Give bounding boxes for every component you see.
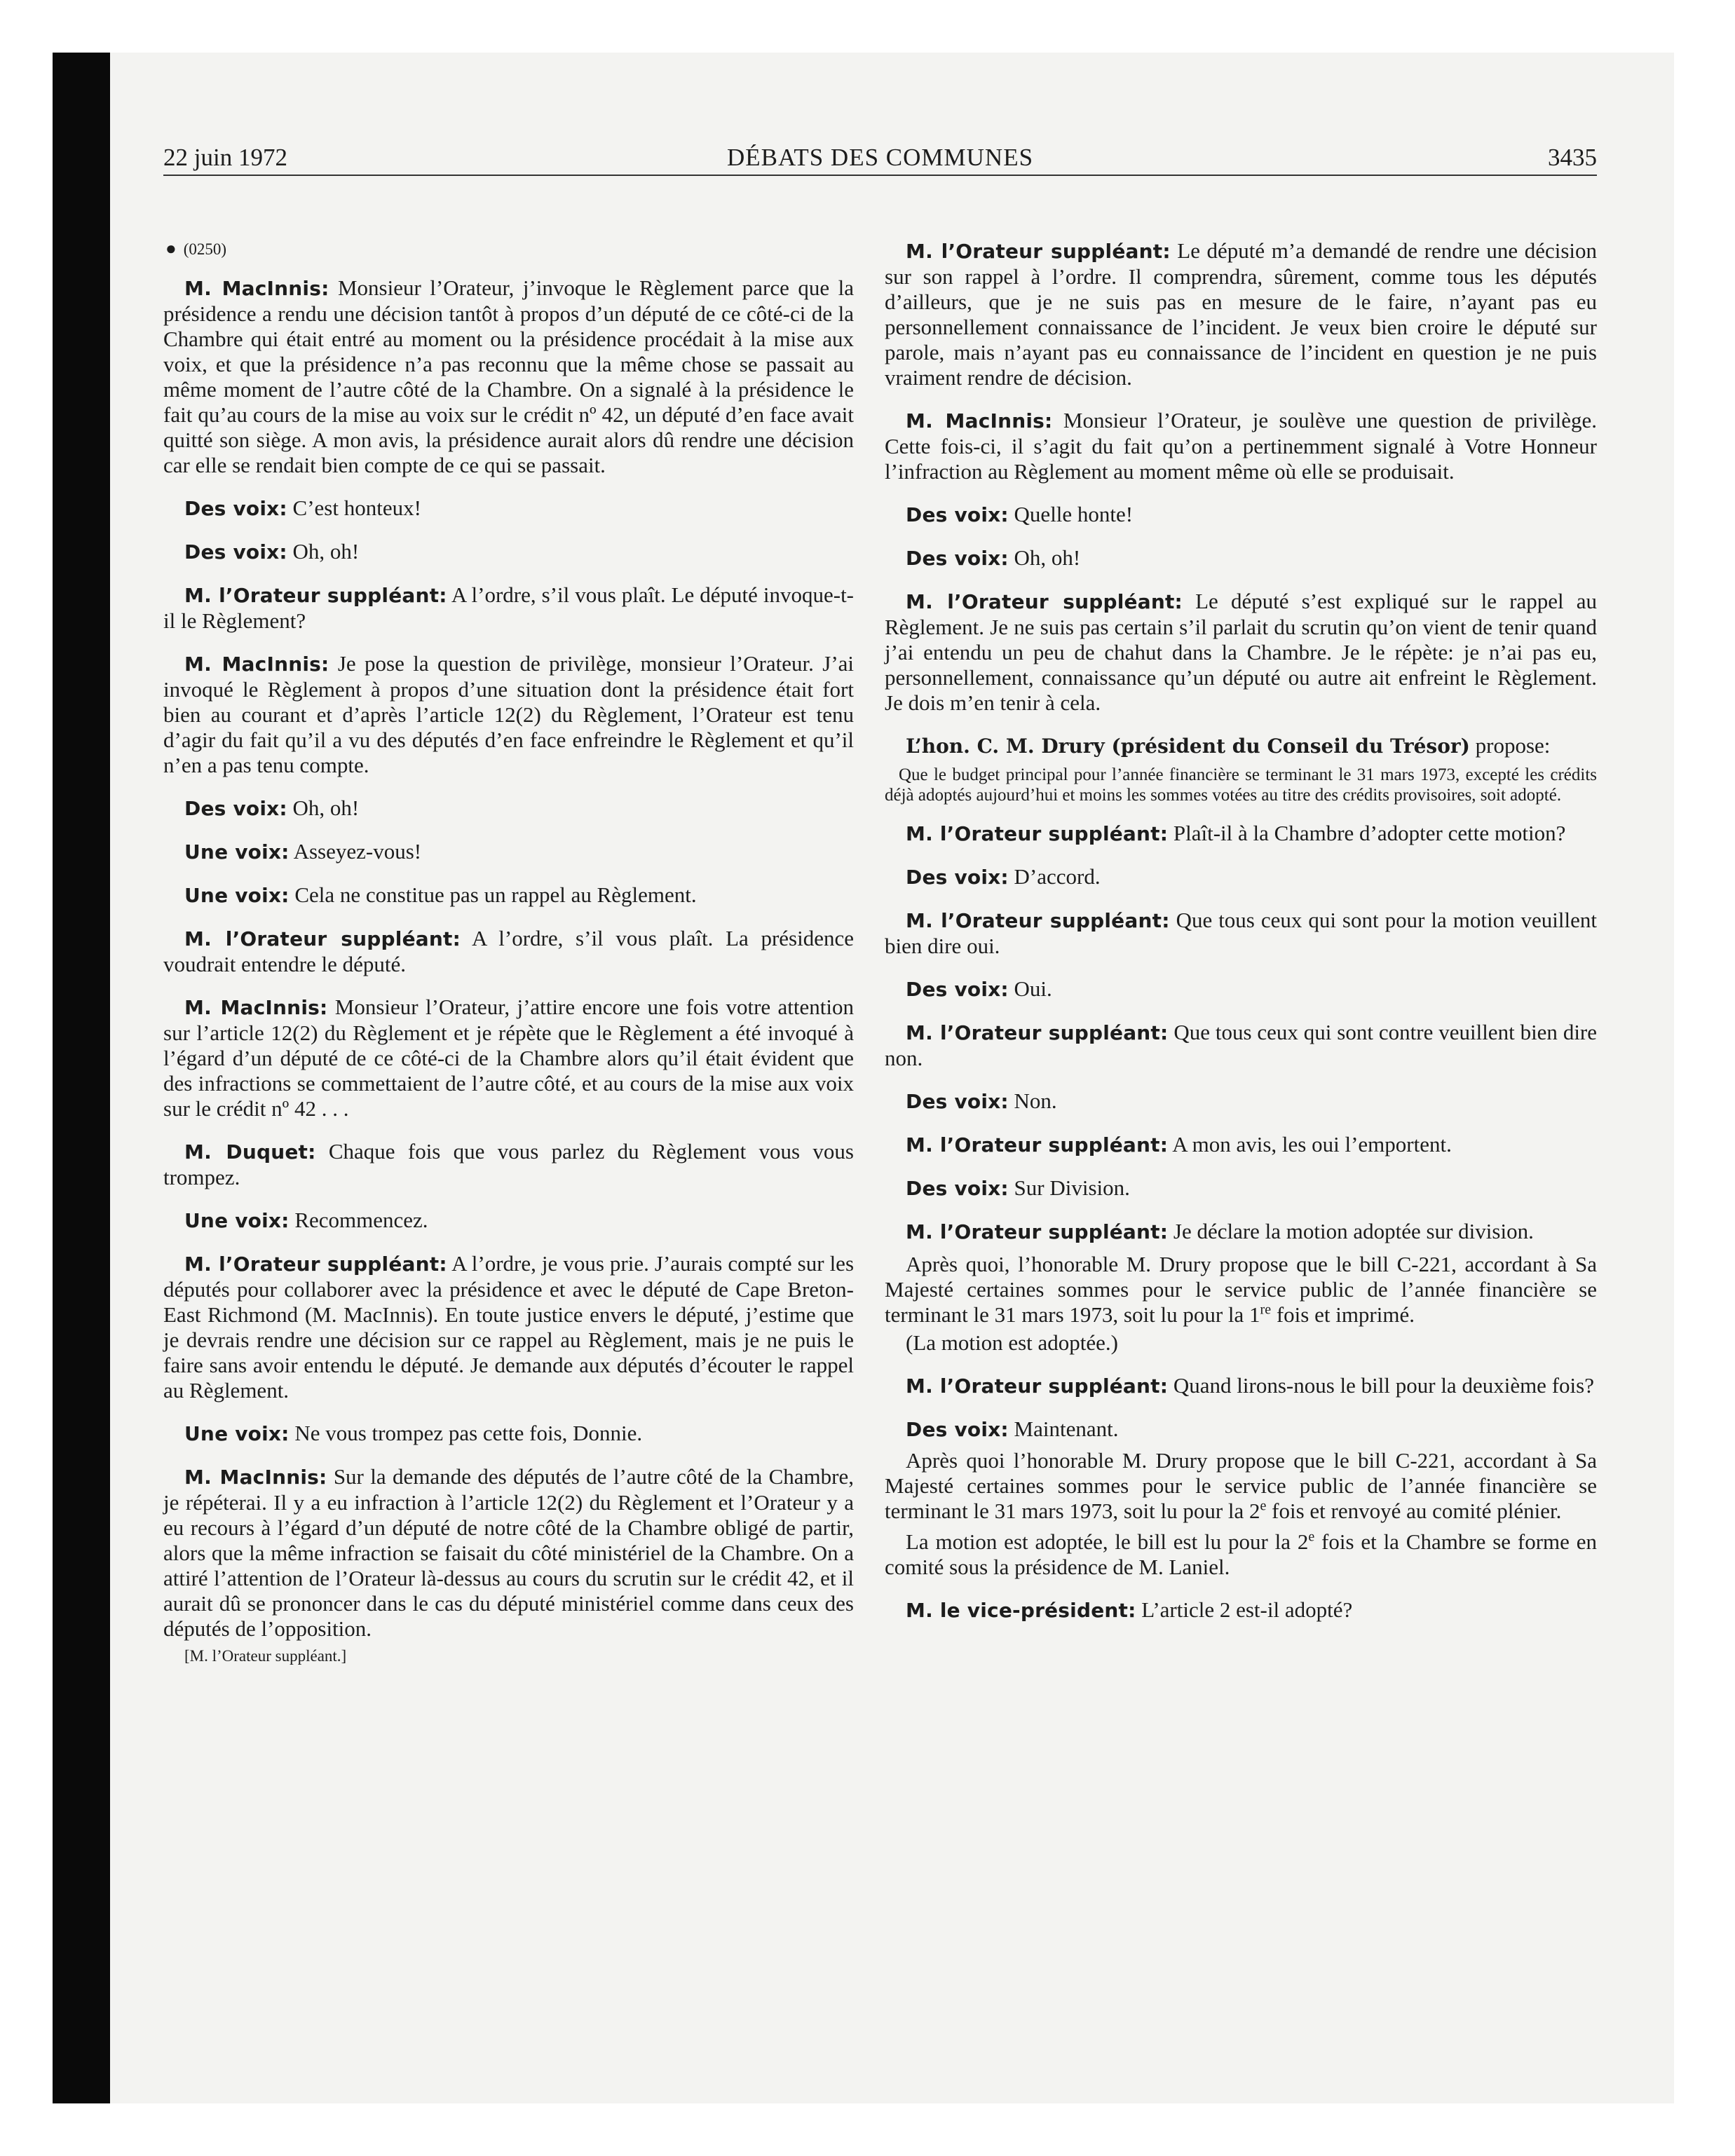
speech: Des voix: Maintenant.: [906, 1417, 1119, 1441]
speech: M. Duquet: Chaque fois que vous parlez du Règlement vous vous trompez.: [163, 1139, 855, 1189]
speech: Une voix: Cela ne constitue pas un rappel au Règlement.: [184, 882, 697, 907]
speech: M. MacInnis: Monsieur l’Orateur, je soulève une question de privilège. Cette fois-ci, il s’agit du fait qu’on a pertinemment signalé à Votre Honneur l’infraction au Règlement au moment même où elle se produisait.: [885, 408, 1598, 484]
speech: Une voix: Ne vous trompez pas cette fois, Donnie.: [184, 1421, 643, 1445]
motion-adopted: (La motion est adoptée.): [906, 1330, 1119, 1355]
speech: M. MacInnis: Monsieur l’Orateur, j’attire encore une fois votre attention sur l’article 12(2) du Règlement et je répète que le Règlement a été invoqué à l’égard d’un député de ce côté-ci de la Chambre alors qu’il était évident que des infractions se commettaient de l’autre côté, et au cours de la mise aux voix sur le crédit nº 42 . . .: [163, 995, 855, 1121]
speech: M. l’Orateur suppléant: Plaît-il à la Chambre d’adopter cette motion?: [906, 821, 1566, 845]
right-column: [885, 238, 1597, 1641]
speech: M. MacInnis: Monsieur l’Orateur, j’invoque le Règlement parce que la présidence a rendu une décision tantôt à propos d’un député de ce côté-ci de la Chambre qui était entré au moment ou la présidence procédait à la mise aux voix, et que la présidence n’a pas reconnu que la même chose se passait au même moment de l’autre côté de la Chambre. On a signalé à la présidence le fait qu’au cours de la mise au voix sur le crédit nº 42, un député d’en face avait quitté son siège. A mon avis, la présidence aurait alors dû rendre une décision car elle se rendait bien compte de ce qui se passait.: [163, 275, 854, 477]
second-reading-paragraph: Après quoi l’honorable M. Drury propose que le bill C-221, accordant à Sa Majesté certaines sommes pour le service public de l’année financière se terminant le 31 mars 1973, soit lu pour la 2e fois et renvoyé au comité plénier.: [885, 1448, 1597, 1523]
motion-intro: L’hon. C. M. Drury (président du Conseil du Trésor) propose:: [906, 733, 1551, 758]
bullet-icon: ●: [165, 238, 177, 259]
speech: M. l’Orateur suppléant: Que tous ceux qui sont contre veuillent bien dire non.: [885, 1020, 1598, 1070]
speech: Des voix: Sur Division.: [906, 1175, 1130, 1200]
speech: Des voix: Quelle honte!: [906, 502, 1134, 526]
speaker-attribution: [M. l’Orateur suppléant.]: [184, 1647, 347, 1665]
speech: M. l’Orateur suppléant: A l’ordre, s’il vous plaît. Le député invoque-t-il le Règlement?: [163, 582, 854, 633]
speech: M. l’Orateur suppléant: Le député m’a demandé de rendre une décision sur son rappel à l’ordre. Il comprendra, sûrement, comme tous les députés d’ailleurs, que je ne suis pas en mesure de le faire, n’ayant pas eu personnellement connaissance de l’incident. Je veux bien croire le député sur parole, mais n’ayant pas eu connaissance de l’incident en question je ne puis vraiment rendre de décision.: [885, 238, 1598, 390]
speech: M. MacInnis: Je pose la question de privilège, monsieur l’Orateur. J’ai invoqué le Règlement à propos d’une situation dont la présidence était fort bien au courant et d’après l’article 12(2) du Règlement, l’Orateur est tenu d’agir du fait qu’il a vu des députés d’en face enfreindre le Règlement et qu’il n’en a pas tenu compte.: [163, 651, 855, 777]
speech: Des voix: C’est honteux!: [184, 496, 421, 520]
speech: M. l’Orateur suppléant: A l’ordre, je vous prie. J’aurais compté sur les députés pour collaborer avec la présidence et avec le député de Cape Breton-East Richmond (M. MacInnis). En toute justice envers le député, j’estime que je devrais rendre une décision sur ce rappel au Règlement, mais je ne puis le faire sans avoir entendu le député. Je demande aux députés d’écouter le rappel au Règlement.: [163, 1251, 855, 1403]
header-date: 22 juin 1972: [163, 144, 287, 171]
speech: M. le vice-président: L’article 2 est-il adopté?: [906, 1597, 1353, 1622]
speech: Une voix: Asseyez-vous!: [184, 839, 422, 864]
speech: Des voix: Non.: [906, 1089, 1057, 1113]
scan-border: [53, 53, 110, 2103]
header-title: DÉBATS DES COMMUNES: [726, 144, 1034, 171]
speech: M. l’Orateur suppléant: Quand lirons-nous le bill pour la deuxième fois?: [906, 1373, 1594, 1398]
speech: Des voix: Oh, oh!: [184, 796, 360, 820]
speech: M. l’Orateur suppléant: A l’ordre, s’il vous plaît. La présidence voudrait entendre le député.: [163, 926, 854, 976]
speech: Des voix: Oh, oh!: [184, 539, 360, 564]
motion-text: Que le budget principal pour l’année financière se terminant le 31 mars 1973, excepté les crédits déjà adoptés aujourd’hui et moins les sommes votées au titre des crédits provisoires, soit adopté.: [885, 765, 1597, 805]
speech: M. l’Orateur suppléant: A mon avis, les oui l’emportent.: [906, 1132, 1452, 1157]
speech: M. MacInnis: Sur la demande des députés de l’autre côté de la Chambre, je répéterai. Il y a eu infraction à l’article 12(2) du Règlement et l’Orateur y a eu recours à l’égard d’un député de notre côté de la Chambre obligé de partir, alors que la même infraction se faisait du côté ministériel de la Chambre. On a attiré l’attention de l’Orateur là-dessus au cours du scrutin sur le crédit 42, et il aurait dû se prononcer dans le cas du député ministériel comme dans ceux des députés de l’opposition.: [163, 1464, 855, 1641]
left-column: [163, 238, 854, 1667]
speech: Des voix: Oui.: [906, 976, 1052, 1001]
speech: Une voix: Recommencez.: [184, 1208, 428, 1232]
page-number: 3435: [1548, 144, 1597, 171]
speech: M. l’Orateur suppléant: Je déclare la motion adoptée sur division.: [906, 1219, 1534, 1243]
page-header: [163, 144, 1597, 176]
speech: Des voix: D’accord.: [906, 864, 1101, 889]
sitting-time: ● (0250): [165, 238, 227, 259]
speech: M. l’Orateur suppléant: Le député s’est expliqué sur le rappel au Règlement. Je ne suis pas certain s’il parlait du scrutin qu’on vient de tenir quand j’ai entendu un peu de chahut dans la Chambre. Je le répète: je n’ai pas eu, personnellement, connaissance qu’un député ou autre ait enfreint le Règlement. Je dois m’en tenir à cela.: [885, 589, 1597, 715]
speech: Des voix: Oh, oh!: [906, 545, 1081, 570]
speech: M. l’Orateur suppléant: Que tous ceux qui sont pour la motion veuillent bien dire oui.: [885, 908, 1598, 958]
first-reading-paragraph: Après quoi, l’honorable M. Drury propose que le bill C-221, accordant à Sa Majesté certaines sommes pour le service public de l’année financière se terminant le 31 mars 1973, soit lu pour la 1re fois et imprimé.: [885, 1252, 1597, 1327]
committee-paragraph: La motion est adoptée, le bill est lu pour la 2e fois et la Chambre se forme en comité sous la présidence de M. Laniel.: [885, 1529, 1597, 1579]
